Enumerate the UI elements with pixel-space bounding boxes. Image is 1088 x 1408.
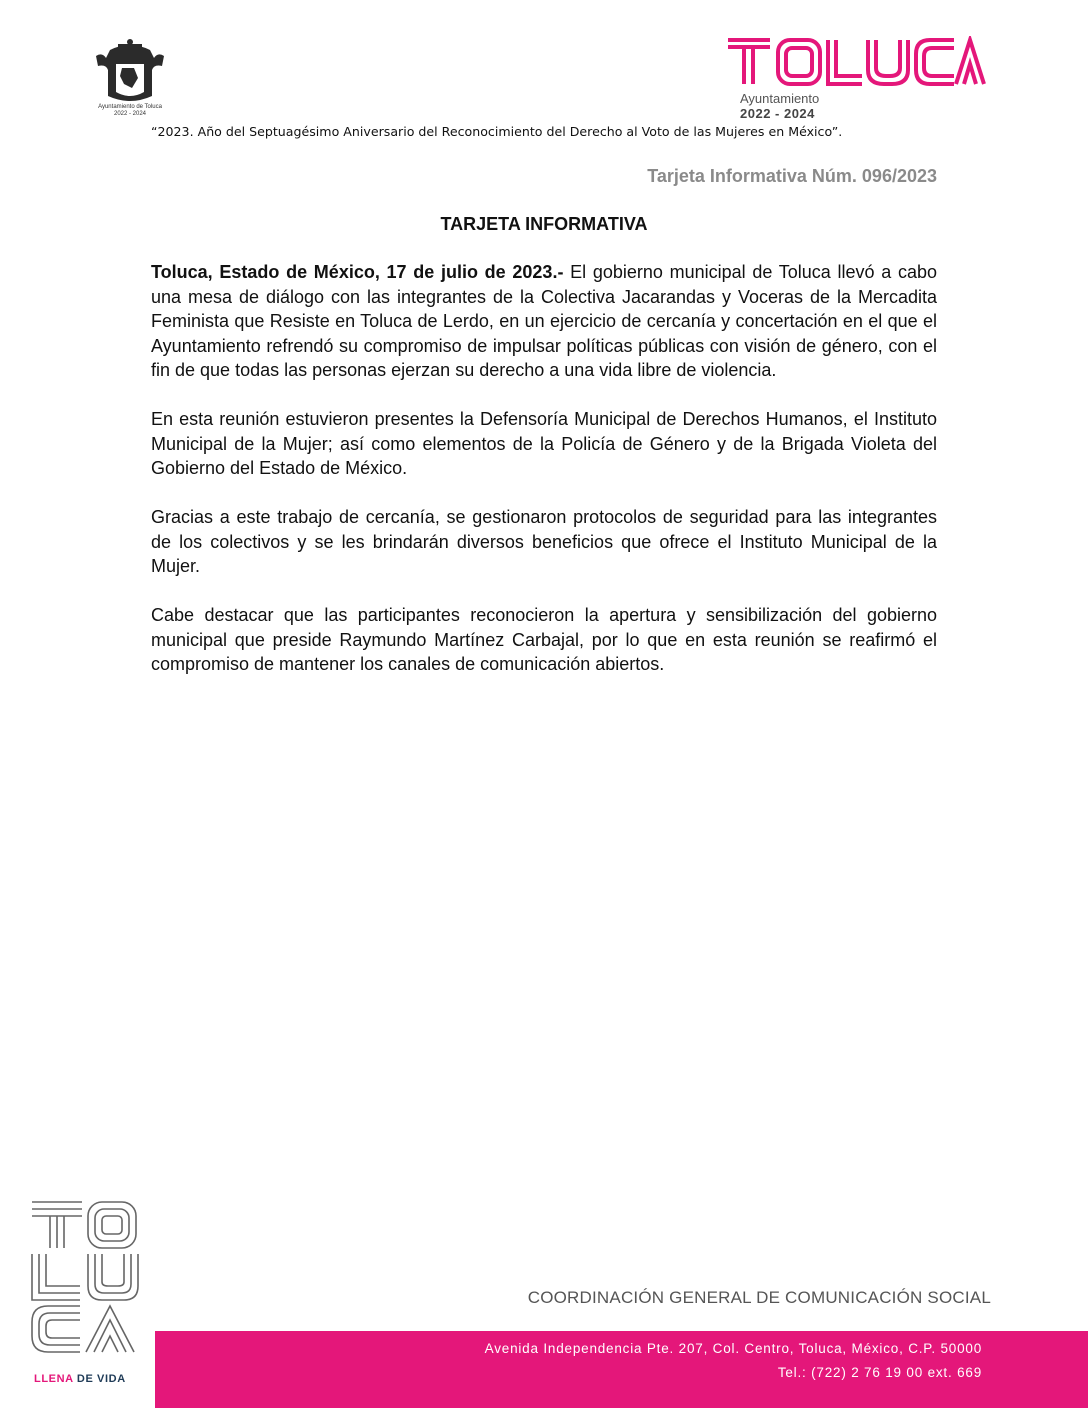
tagline-word: LLENA [34,1373,74,1385]
paragraph: Cabe destacar que las participantes reconocieron la apertura y sensibilización del gobierno municipal que preside Raymundo Martínez Carbajal, por lo que en esta reunión se reafirmó el compromiso de mantener los canales de comunicación abiertos. [151,605,937,674]
dateline: Toluca, Estado de México, 17 de julio de 2023.- [151,262,564,282]
brand-subtitle: Ayuntamiento [740,91,820,106]
document-body [151,260,937,701]
paragraph: Gracias a este trabajo de cercanía, se gestionaron protocolos de seguridad para las integrantes de los colectivos y se les brindarán diversos beneficios que ofrece el Instituto Municipal de la Mujer. [151,507,937,576]
lead-paragraph [151,260,937,383]
lead-text: El gobierno municipal de Toluca llevó a cabo una mesa de diálogo con las integrantes de la Colectiva Jacarandas y Voceras de la Mercadita Feminista que Resiste en Toluca de Lerdo, en un ejercicio de cercanía y concertación en el que el Ayuntamiento refrendó su compromiso de impulsar políticas públicas con visión de género, con el fin de que todas las personas ejerzan su derecho a una vida libre de violencia. [151,262,937,380]
seal-caption-years: 2022 - 2024 [113,111,147,117]
footer-address: Avenida Independencia Pte. 207, Col. Centro, Toluca, México, C.P. 50000 [484,1341,982,1356]
official-motto: “2023. Año del Septuagésimo Aniversario del Reconocimiento del Derecho al Voto de las Mujeres en México”. [151,124,843,139]
seal-caption [82,104,178,118]
seal-caption-name: Ayuntamiento de Toluca [98,104,162,110]
reference-number: Tarjeta Informativa Núm. 096/2023 [647,166,937,186]
footer-tagline [34,1373,126,1385]
page-title: TARJETA INFORMATIVA [440,214,648,234]
footer-toluca-logo [28,1196,146,1356]
brand-name: TOLUCA [726,36,731,37]
footer-phone: Tel.: (722) 2 76 19 00 ext. 669 [777,1365,982,1380]
paragraph: En esta reunión estuvieron presentes la Defensoría Municipal de Derechos Humanos, el Instituto Municipal de la Mujer; así como elementos de la Policía de Género y de la Brigada Violeta del Gobierno del Estado de México. [151,409,937,478]
brand-years: 2022 - 2024 [740,106,815,121]
tagline-rest: DE VIDA [73,1373,126,1385]
coat-of-arms-icon [88,38,172,108]
coordination-office: COORDINACIÓN GENERAL DE COMUNICACIÓN SOCIAL [527,1288,991,1307]
toluca-brand-logo [726,36,986,98]
